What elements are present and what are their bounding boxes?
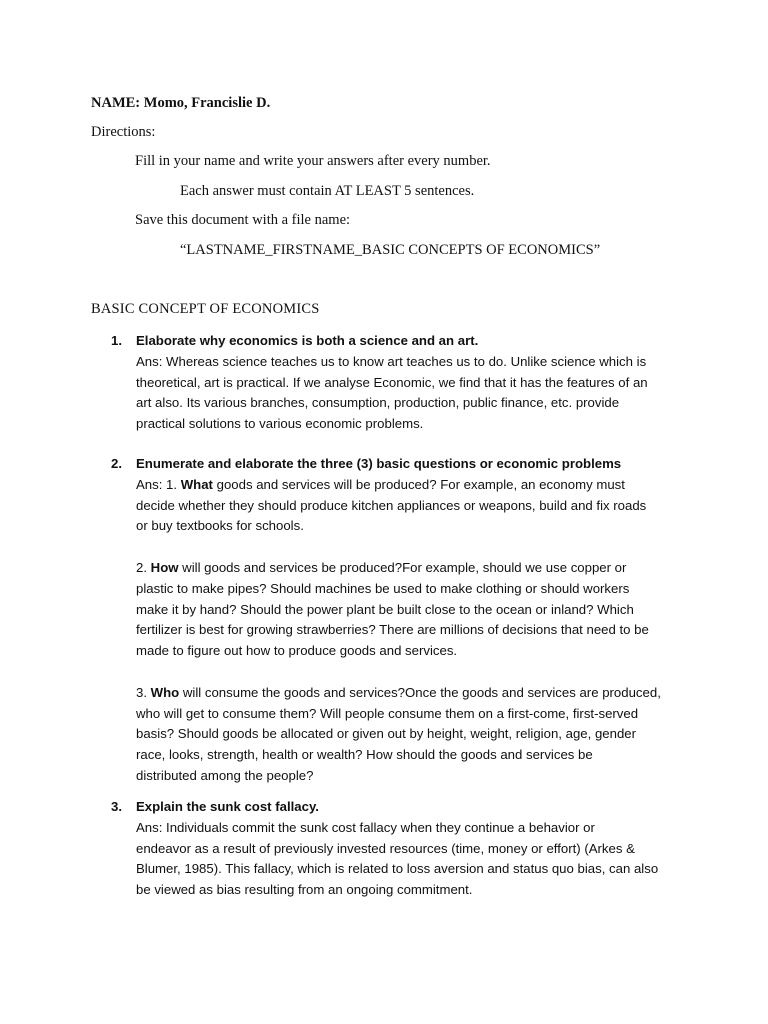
question-number: 2. [111, 456, 122, 471]
question-title: Enumerate and elaborate the three (3) basic questions or economic problems [136, 456, 622, 471]
answer-line: theoretical, art is practical. If we analyse Economic, we find that it has the features of an [136, 374, 648, 390]
question-3 [136, 797, 696, 901]
answer-lead: Ans: 1. [136, 476, 181, 492]
answer-line: or buy textbooks for schools. [136, 518, 304, 534]
answer-text: will goods and services be produced?For example, should we use copper or [178, 559, 627, 575]
answer-line: fertilizer is best for growing strawberries? There are millions of decisions that need to be [136, 622, 649, 638]
answer-line: race, looks, strength, health or wealth? How should the goods and services be [136, 747, 593, 763]
direction-line: Save this document with a file name: [135, 212, 351, 228]
question-title: Elaborate why economics is both a science and an art. [136, 333, 479, 348]
answer-line: Blumer, 1985). This fallacy, which is related to loss aversion and status quo bias, can also [136, 861, 659, 877]
answer-lead: 3. [136, 684, 151, 700]
question-1 [136, 331, 696, 435]
student-name-line: NAME: Momo, Francislie D. [91, 95, 271, 111]
question-title: Explain the sunk cost fallacy. [136, 799, 319, 814]
answer-text: goods and services will be produced? For example, an economy must [212, 476, 625, 492]
answer-keyword: How [150, 559, 179, 575]
paragraph-gap [136, 537, 696, 558]
answer-line: make it by hand? Should the power plant be built close to the ocean or inland? Which [136, 601, 634, 617]
answer-line: Ans: Individuals commit the sunk cost fallacy when they continue a behavior or [136, 819, 595, 835]
answer-line: made to figure out how to produce goods and services. [136, 643, 458, 659]
answer-text: will consume the goods and services?Once the goods and services are produced, [179, 684, 661, 700]
answer-line [136, 475, 696, 496]
section-title: BASIC CONCEPT OF ECONOMICS [91, 301, 320, 317]
answer-line: who will get to consume them? Will people consume them on a first-come, first-served [136, 705, 639, 721]
answer-keyword: Who [150, 684, 180, 700]
question-number: 1. [111, 333, 122, 348]
answer-keyword: What [180, 476, 213, 492]
file-name-format: “LASTNAME_FIRSTNAME_BASIC CONCEPTS OF ECONOMICS” [180, 242, 601, 258]
answer-line: practical solutions to various economic problems. [136, 416, 424, 432]
direction-line: Fill in your name and write your answers after every number. [135, 153, 491, 169]
answer-line: endeavor as a result of previously invested resources (time, money or effort) (Arkes & [136, 840, 635, 856]
answer-line: Ans: Whereas science teaches us to know art teaches us to do. Unlike science which is [136, 353, 647, 369]
question-number: 3. [111, 799, 122, 814]
answer-line: basis? Should goods be allocated or given out by height, weight, religion, age, gender [136, 726, 637, 742]
answer-line: art also. Its various branches, consumption, production, public finance, etc. provide [136, 395, 620, 411]
paragraph-gap [136, 662, 696, 683]
answer-line: decide whether they should produce kitchen appliances or weapons, build and fix roads [136, 497, 647, 513]
answer-lead: 2. [136, 559, 151, 575]
answer-line: distributed among the people? [136, 767, 314, 783]
direction-line: Each answer must contain AT LEAST 5 sentences. [180, 183, 475, 199]
answer-line: be viewed as bias resulting from an ongoing commitment. [136, 882, 473, 898]
answer-line [136, 683, 696, 704]
question-2 [136, 454, 696, 787]
answer-line: plastic to make pipes? Should machines be used to make clothing or should workers [136, 580, 630, 596]
answer-line [136, 558, 696, 579]
directions-label: Directions: [91, 124, 156, 140]
